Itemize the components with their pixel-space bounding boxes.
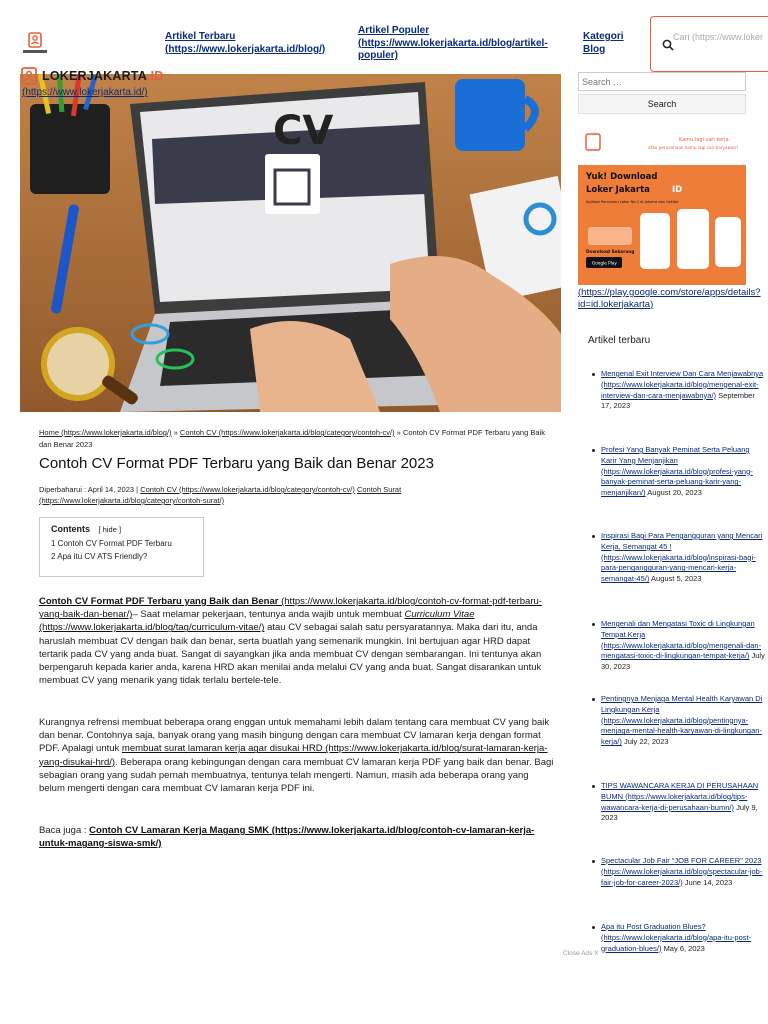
- recent-article-item: Mengenali dan Mengatasi Toxic di Lingkungan Tempat Kerja (https://www.lokerjakarta.id/blog/mengenali-dan-mengatasi-toxic-di-lingkungan-tempat-kerja/) July 30, 2023: [593, 619, 765, 673]
- recent-article-link[interactable]: Mengenali dan Mengatasi Toxic di Lingkungan Tempat Kerja (https://www.lokerjakarta.id/blog/mengenali-dan-mengatasi-toxic-di-lingkungan-tempat-kerja/): [601, 619, 762, 661]
- recent-articles-heading: Artikel terbaru: [588, 335, 651, 346]
- article-paragraph-2: Kurangnya refrensi membuat beberapa orang enggan untuk memahami lebih dalam tentang cara membuat CV yang baik dan benar. Contohnya saja, banyak orang yang masih bingung dengan cara membuat CV lamaran kerja dengan format PDF. Apalagi untuk membuat surat lamaran kerja agar disukai HRD (https://www.lokerjakarta.id/blog/surat-lamaran-kerja-yang-disukai-hrd/). Beberapa orang kebingungan dengan cara membuat CV lamaran kerja PDF yang baik dan benar. Bagi sebagian orang yang sudah pernah membuatnya, tentunya telah mengerti. Namun, masih ada beberapa orang yang belum mengerti dengan cara membuat CV lamaran kerja PDF ini.: [39, 717, 554, 795]
- svg-text:Yuk! Download: Yuk! Download: [586, 172, 658, 182]
- breadcrumb-category[interactable]: Contoh CV (https://www.lokerjakarta.id/blog/category/contoh-cv/): [179, 428, 395, 437]
- recent-article-link[interactable]: Profesi Yang Banyak Peminat Serta Peluang Karir Yang Menjanjikan (https://www.lokerjakarta.id/blog/profesi-yang-banyak-peminat-serta-peluang-karir-yang-menjanjikan/): [601, 445, 753, 498]
- recent-article-item: TIPS WAWANCARA KERJA DI PERUSAHAAN BUMN (https://www.lokerjakarta.id/blog/tips-wawancara-kerja-di-perusahaan-bumn/) July 9, 2023: [593, 781, 765, 824]
- recent-article-link[interactable]: TIPS WAWANCARA KERJA DI PERUSAHAAN BUMN (https://www.lokerjakarta.id/blog/tips-wawancara-kerja-di-perusahaan-bumn/): [601, 781, 759, 812]
- app-download-ad-banner[interactable]: [578, 127, 746, 285]
- header-search-box[interactable]: [650, 16, 768, 72]
- curriculum-vitae-link[interactable]: Curriculum Vitae (https://www.lokerjakarta.id/blog/tag/curriculum-vitae/): [39, 609, 475, 634]
- svg-text:Download Sekarang: Download Sekarang: [586, 250, 635, 255]
- meta-category-contoh-surat[interactable]: Contoh Surat (https://www.lokerjakarta.id/blog/category/contoh-surat/): [39, 485, 402, 505]
- nav-artikel-populer[interactable]: Artikel Populer (https://www.lokerjakarta.id/blog/artikel-populer): [358, 25, 548, 61]
- sidebar-search-input[interactable]: [578, 72, 746, 91]
- brand-name: LOKERJAKARTA.ID: [42, 69, 164, 83]
- breadcrumb-current: Contoh CV Format PDF Terbaru yang Baik dan Benar 2023: [39, 428, 545, 449]
- toc-hide-toggle[interactable]: [ hide ]: [98, 525, 122, 534]
- article-title-link[interactable]: Contoh CV Format PDF Terbaru yang Baik dan Benar (https://www.lokerjakarta.id/blog/contoh-cv-format-pdf-terbaru-yang-baik-dan-benar/): [39, 596, 542, 621]
- page-title: Contoh CV Format PDF Terbaru yang Baik dan Benar 2023: [39, 455, 434, 472]
- svg-text:Google Play: Google Play: [592, 260, 617, 266]
- hero-screen-cv-text: CV: [273, 108, 334, 154]
- sidebar-search-button[interactable]: Search: [578, 94, 746, 114]
- header-search-input[interactable]: Cari (https://www.loker: [673, 32, 764, 42]
- toc-item[interactable]: 1 Contoh CV Format PDF Terbaru: [51, 539, 172, 548]
- site-logo-small[interactable]: [20, 31, 50, 57]
- meta-category-contoh-cv[interactable]: Contoh CV (https://www.lokerjakarta.id/blog/category/contoh-cv/): [140, 485, 355, 494]
- toc-item[interactable]: 2 Apa itu CV ATS Friendly?: [51, 551, 148, 561]
- recent-article-item: Spectacular Job Fair “JOB FOR CAREER” 2023 (https://www.lokerjakarta.id/blog/spectacular-job-fair-job-for-career-2023/) June 14, 2023: [593, 856, 765, 888]
- svg-text:atau perusahaan kamu lagi cari: atau perusahaan kamu lagi cari karyawan?: [648, 145, 739, 150]
- recent-article-link[interactable]: Pentingnya Menjaga Mental Health Karyawan Di Lingkungan Kerja (https://www.lokerjakarta.id/blog/pentingnya-menjaga-mental-health-karyawan-di-lingkungan-kerja/): [601, 694, 763, 747]
- recent-article-link[interactable]: Apa itu Post Graduation Blues? (https://www.lokerjakarta.id/blog/apa-itu-post-graduation-blues/): [601, 922, 752, 953]
- recent-article-link[interactable]: Inspirasi Bagi Para Pengangguran yang Mencari Kerja, Semangat 45 ! (https://www.lokerjakarta.id/blog/inspirasi-bagi-para-pengangguran-yang-mencari-kerja-semangat-45/): [601, 531, 763, 584]
- recent-article-item: Mengenal Exit Interview Dan Cara Menjawabnya (https://www.lokerjakarta.id/blog/mengenal-exit-interview-dan-cara-menjawabnya/) September 17, 2023: [593, 369, 765, 412]
- surat-lamaran-link[interactable]: membuat surat lamaran kerja agar disukai HRD (https://www.lokerjakarta.id/blog/surat-lamaran-kerja-yang-disukai-hrd/): [39, 743, 548, 768]
- breadcrumb-home[interactable]: Home (https://www.lokerjakarta.id/blog/): [39, 428, 172, 437]
- play-store-link[interactable]: (https://play.google.com/store/apps/details?id=id.lokerjakarta): [578, 287, 761, 310]
- breadcrumb: Home (https://www.lokerjakarta.id/blog/) » Contoh CV (https://www.lokerjakarta.id/blog/category/contoh-cv/) » Contoh CV Format PDF Terbaru yang Baik dan Benar 2023: [39, 428, 545, 449]
- svg-text:Aplikasi Pencarian Loker No 1: Aplikasi Pencarian Loker No 1 di Jakarta dan Sekitar: [586, 200, 679, 204]
- brand-url-link[interactable]: (https://www.lokerjakarta.id/): [22, 87, 148, 98]
- svg-text:Loker Jakarta: Loker Jakarta: [586, 185, 650, 195]
- recent-article-link[interactable]: Mengenal Exit Interview Dan Cara Menjawabnya (https://www.lokerjakarta.id/blog/mengenal-exit-interview-dan-cara-menjawabnya/): [601, 369, 764, 400]
- baca-juga-link[interactable]: Contoh CV Lamaran Kerja Magang SMK (https://www.lokerjakarta.id/blog/contoh-cv-lamaran-kerja-untuk-magang-siswa-smk/): [39, 825, 535, 850]
- article-paragraph-3: Baca juga : Contoh CV Lamaran Kerja Magang SMK (https://www.lokerjakarta.id/blog/contoh-cv-lamaran-kerja-untuk-magang-siswa-smk/): [39, 825, 535, 850]
- close-ads-button[interactable]: Close Ads X: [563, 950, 599, 957]
- recent-article-link[interactable]: Spectacular Job Fair “JOB FOR CAREER” 2023 (https://www.lokerjakarta.id/blog/spectacular-job-fair-job-for-career-2023/): [601, 856, 763, 887]
- recent-article-item: Inspirasi Bagi Para Pengangguran yang Mencari Kerja, Semangat 45 ! (https://www.lokerjakarta.id/blog/inspirasi-bagi-para-pengangguran-yang-mencari-kerja-semangat-45/) August 5, 2023: [593, 531, 765, 585]
- table-of-contents: [39, 517, 204, 577]
- nav-kategori-blog[interactable]: Kategori Blog: [583, 31, 624, 55]
- nav-artikel-terbaru[interactable]: Artikel Terbaru (https://www.lokerjakarta.id/blog/): [165, 31, 326, 55]
- recent-article-item: Apa itu Post Graduation Blues? (https://www.lokerjakarta.id/blog/apa-itu-post-graduation-blues/) May 6, 2023: [593, 922, 765, 954]
- recent-article-item: Profesi Yang Banyak Peminat Serta Peluang Karir Yang Menjanjikan (https://www.lokerjakarta.id/blog/profesi-yang-banyak-peminat-serta-peluang-karir-yang-menjanjikan/) August 20, 2023: [593, 445, 765, 499]
- article-paragraph-1: Contoh CV Format PDF Terbaru yang Baik dan Benar (https://www.lokerjakarta.id/blog/contoh-cv-format-pdf-terbaru-yang-baik-dan-benar/)– Saat melamar pekerjaan, tentunya anda wajib untuk membuat Curriculum Vitae (https://www.lokerjakarta.id/blog/tag/curriculum-vitae/) atau CV sebagai salah satu persyaratannya. Maka dari itu, anda haruslah membuat CV dengan baik dan benar, serta buatlah yang semenarik mungkin. Ini bertujuan agar HRD dapat tertarik pada CV yang anda buat. Sangat di sayangkan jika anda membuat CV dengan sembarangan. Ini tentunya akan berpengaruh kepada karier anda, karena HRD akan menilai anda melalui CV yang anda buat. Sangat disarankan untuk membuat CV yang menarik yang tidak terlalu bertele-tele.: [39, 596, 542, 687]
- svg-text:Kamu lagi cari kerja: Kamu lagi cari kerja: [679, 137, 729, 143]
- toc-title: Contents: [51, 524, 90, 534]
- site-brand[interactable]: [20, 66, 164, 86]
- svg-text:ID: ID: [672, 185, 683, 195]
- brand-logo-icon: [20, 67, 38, 85]
- recent-article-item: Pentingnya Menjaga Mental Health Karyawan Di Lingkungan Kerja (https://www.lokerjakarta.id/blog/pentingnya-menjaga-mental-health-karyawan-di-lingkungan-kerja/) July 22, 2023: [593, 694, 765, 748]
- post-meta: Diperbaharui : April 14, 2023 | Contoh CV (https://www.lokerjakarta.id/blog/category/contoh-cv/) Contoh Surat (https://www.lokerjakarta.id/blog/category/contoh-surat/): [39, 485, 402, 505]
- hero-image: [20, 74, 561, 412]
